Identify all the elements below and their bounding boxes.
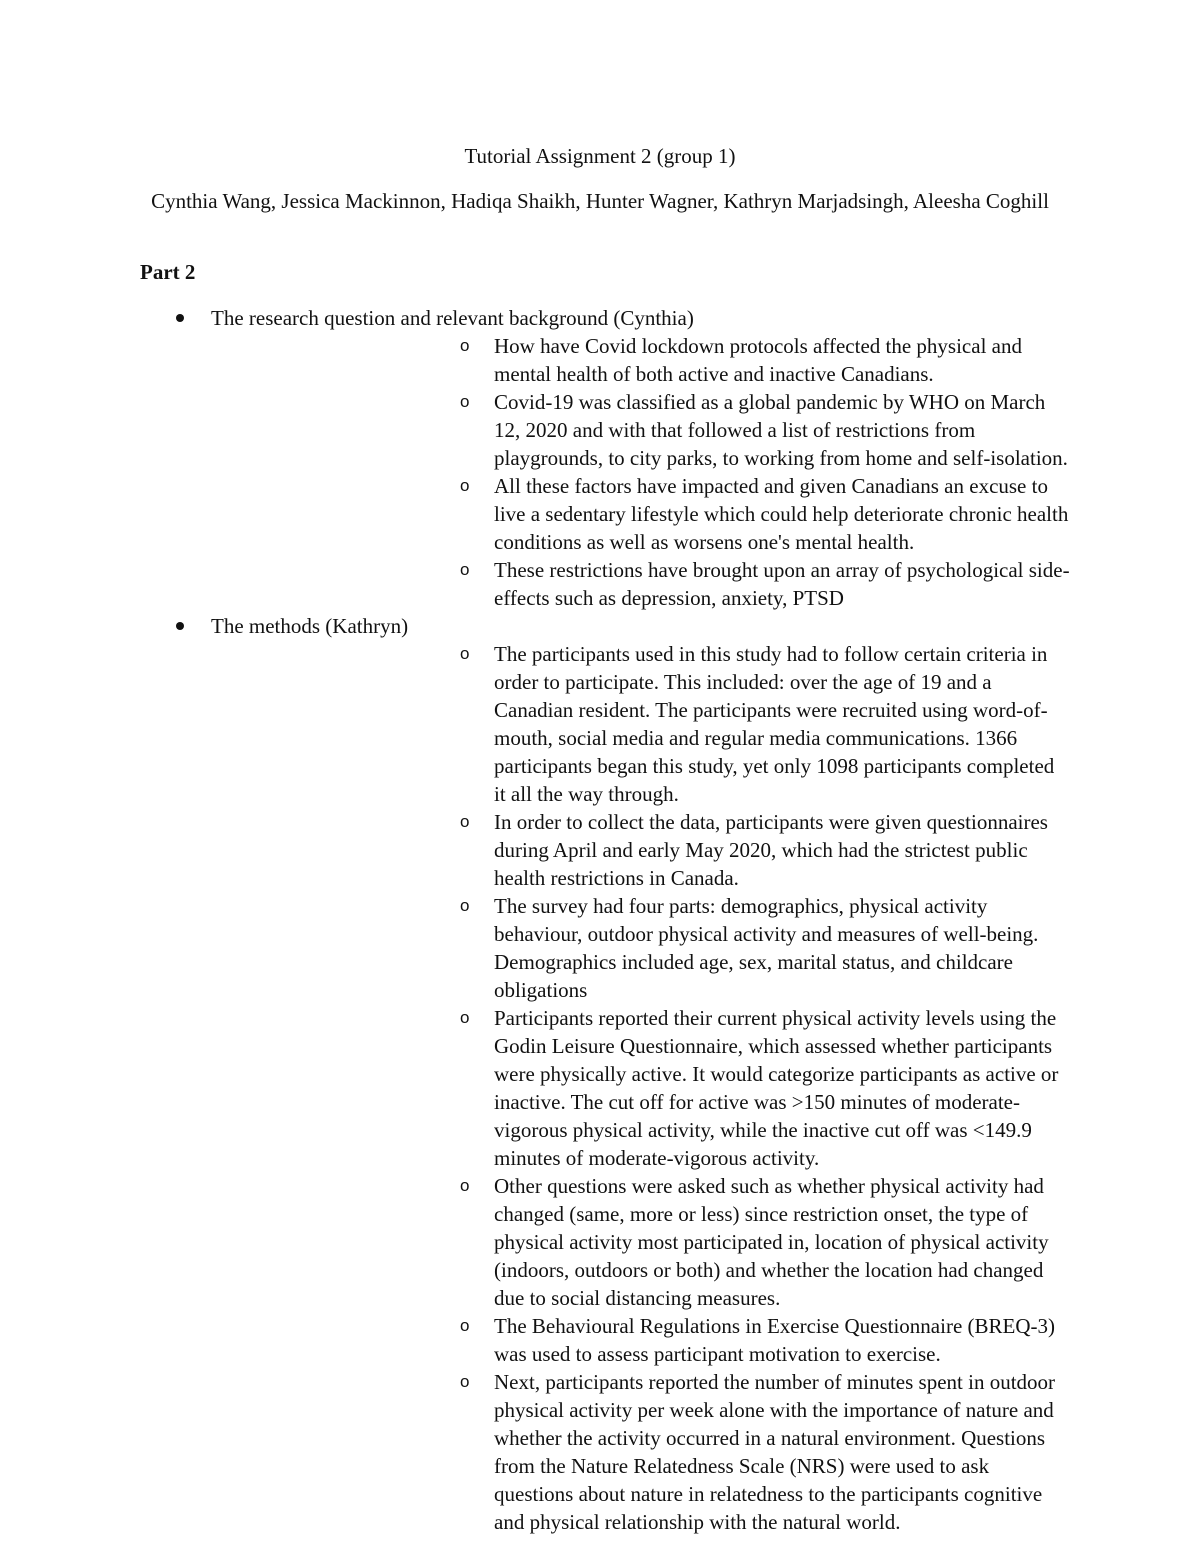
list-item-text: Participants reported their current physical activity levels using the Godin Leisure Questionnaire, which assessed whether participants were physically active. It would categorize participants as active or inactive. The cut off for active was >150 minutes of moderate-vigorous physical activity, while the inactive cut off was <149.9 minutes of moderate-vigorous activity. [494,1006,1059,1170]
section-label: The research question and relevant background (Cynthia) [211,306,694,330]
bullet-circle-icon: o [460,476,470,495]
list-item [211,808,1200,892]
bullet-circle-icon: o [460,392,470,411]
list-item-text: All these factors have impacted and given Canadians an excuse to live a sedentary lifestyle which could help deteriorate chronic health conditions as well as worsens one's mental health. [494,474,1069,554]
list-item [211,892,1200,1004]
list-item [211,1312,1200,1368]
sub-list [211,640,1200,1536]
list-item-text: Covid-19 was classified as a global pandemic by WHO on March 12, 2020 and with that followed a list of restrictions from playgrounds, to city parks, to working from home and self-isolation. [494,390,1068,470]
bullet-circle-icon: o [460,644,470,663]
list-item [211,388,1200,472]
list-item-text: How have Covid lockdown protocols affected the physical and mental health of both active and inactive Canadians. [494,334,1022,386]
bullet-circle-icon: o [460,1008,470,1027]
bullet-circle-icon: o [460,1176,470,1195]
list-item [211,640,1200,808]
section-research-question [0,304,1200,612]
bullet-circle-icon: o [460,1316,470,1335]
list-item [211,1368,1200,1536]
list-item-text: These restrictions have brought upon an array of psychological side-effects such as depression, anxiety, PTSD [494,558,1070,610]
document-title: Tutorial Assignment 2 (group 1) [464,144,736,168]
list-item [211,472,1200,556]
sub-list [211,332,1200,612]
bullet-circle-icon: o [460,1372,470,1391]
section-methods [0,612,1200,1536]
list-item-text: The Behavioural Regulations in Exercise Questionnaire (BREQ-3) was used to assess participant motivation to exercise. [494,1314,1056,1366]
bullet-circle-icon: o [460,336,470,355]
list-item [211,1004,1200,1172]
author-list: Cynthia Wang, Jessica Mackinnon, Hadiqa Shaikh, Hunter Wagner, Kathryn Marjadsingh, Aleesha Coghill [151,189,1049,213]
outline-list [0,304,1200,1536]
list-item-text: Other questions were asked such as whether physical activity had changed (same, more or less) since restriction onset, the type of physical activity most participated in, location of physical activity (indoors, outdoors or both) and whether the location had changed due to social distancing measures. [494,1174,1049,1310]
section-label: The methods (Kathryn) [211,614,409,638]
list-item [211,556,1200,612]
bullet-circle-icon: o [460,896,470,915]
part-heading: Part 2 [140,260,196,284]
list-item [211,332,1200,388]
bullet-circle-icon: o [460,812,470,831]
bullet-dot-icon [176,314,184,322]
bullet-circle-icon: o [460,560,470,579]
document-body [0,304,1200,1536]
list-item-text: In order to collect the data, participants were given questionnaires during April and early May 2020, which had the strictest public health restrictions in Canada. [494,810,1048,890]
list-item-text: The survey had four parts: demographics, physical activity behaviour, outdoor physical activity and measures of well-being. Demographics included age, sex, marital status, and childcare obligations [494,894,1039,1002]
list-item [211,1172,1200,1312]
list-item-text: Next, participants reported the number of minutes spent in outdoor physical activity per week alone with the importance of nature and whether the activity occurred in a natural environment. Questions from the Nature Relatedness Scale (NRS) were used to ask questions about nature in relatedness to the participants cognitive and physical relationship with the natural world. [494,1370,1056,1534]
list-item-text: The participants used in this study had to follow certain criteria in order to participate. This included: over the age of 19 and a Canadian resident. The participants were recruited using word-of-mouth, social media and regular media communications. 1366 participants began this study, yet only 1098 participants completed it all the way through. [494,642,1055,806]
bullet-dot-icon [176,622,184,630]
